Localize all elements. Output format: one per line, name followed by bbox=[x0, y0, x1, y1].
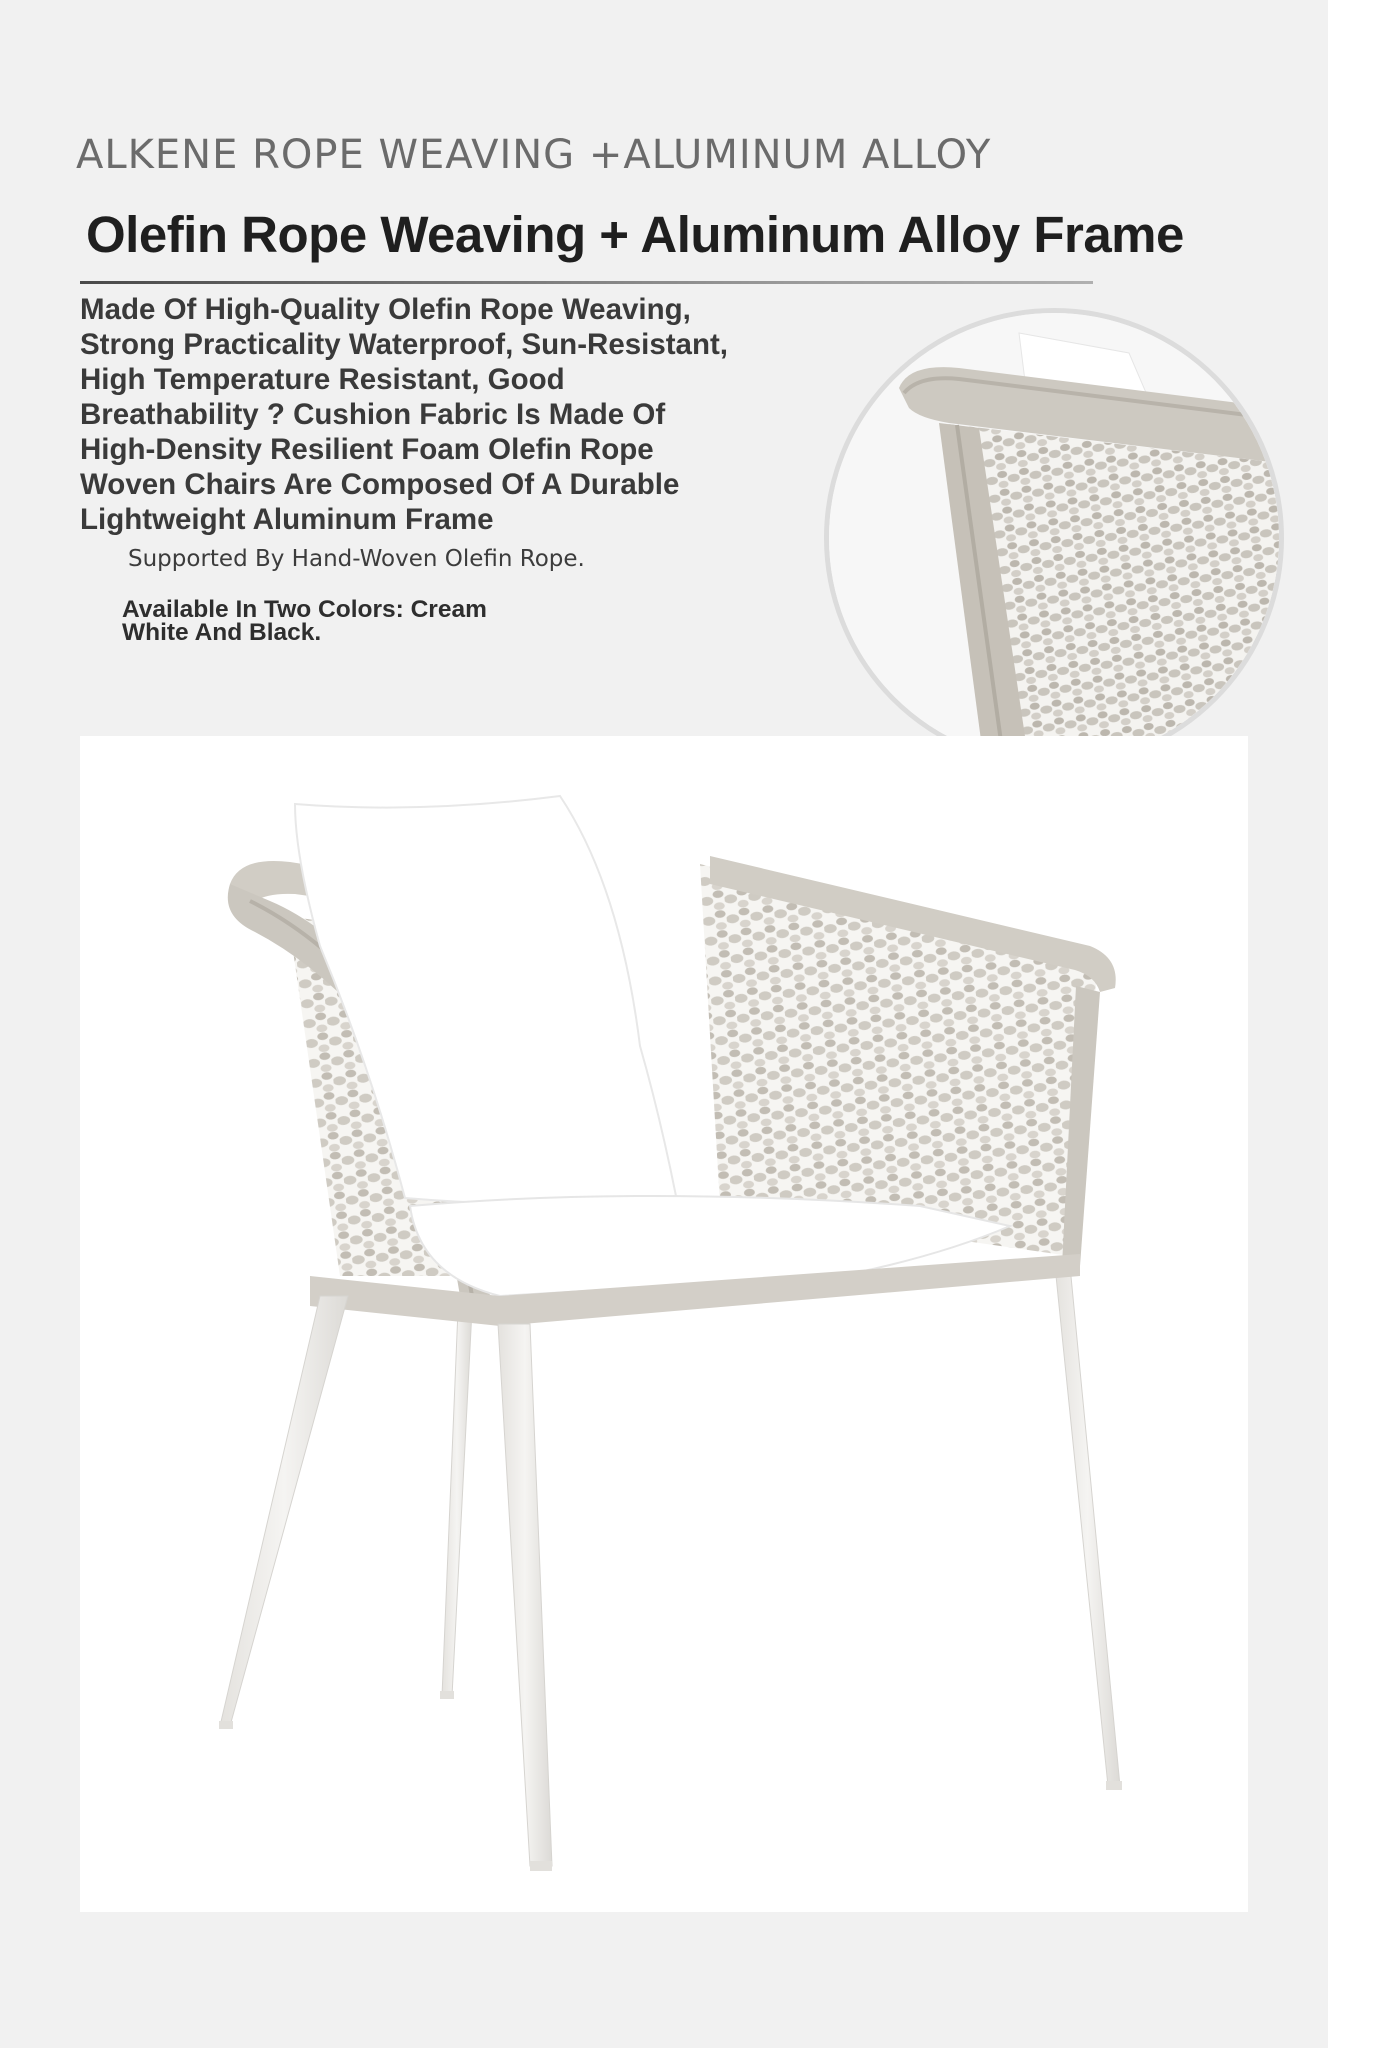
rope-detail-image bbox=[824, 308, 1284, 768]
description-line: Woven Chairs Are Composed Of A Durable bbox=[80, 468, 680, 501]
color-availability bbox=[122, 598, 487, 644]
description-line: Breathability ? Cushion Fabric Is Made Of bbox=[80, 398, 666, 431]
description-line: Lightweight Aluminum Frame bbox=[80, 503, 494, 536]
page-edge-strip bbox=[1328, 0, 1396, 2048]
color-line: White And Black. bbox=[122, 619, 322, 646]
description-block bbox=[80, 292, 800, 537]
subtitle-english: ALKENE ROPE WEAVING +ALUMINUM ALLOY bbox=[76, 132, 992, 178]
support-note: Supported By Hand-Woven Olefin Rope. bbox=[128, 546, 585, 572]
color-line: Available In Two Colors: Cream bbox=[122, 596, 487, 623]
title-divider bbox=[80, 281, 1093, 284]
page-title: Olefin Rope Weaving + Aluminum Alloy Frame bbox=[86, 206, 1184, 263]
description-line: High-Density Resilient Foam Olefin Rope bbox=[80, 433, 654, 466]
description-line: High Temperature Resistant, Good bbox=[80, 363, 565, 396]
description-line: Made Of High-Quality Olefin Rope Weaving, bbox=[80, 293, 691, 326]
description-line: Strong Practicality Waterproof, Sun-Resistant, bbox=[80, 328, 729, 361]
product-image bbox=[80, 736, 1248, 1912]
